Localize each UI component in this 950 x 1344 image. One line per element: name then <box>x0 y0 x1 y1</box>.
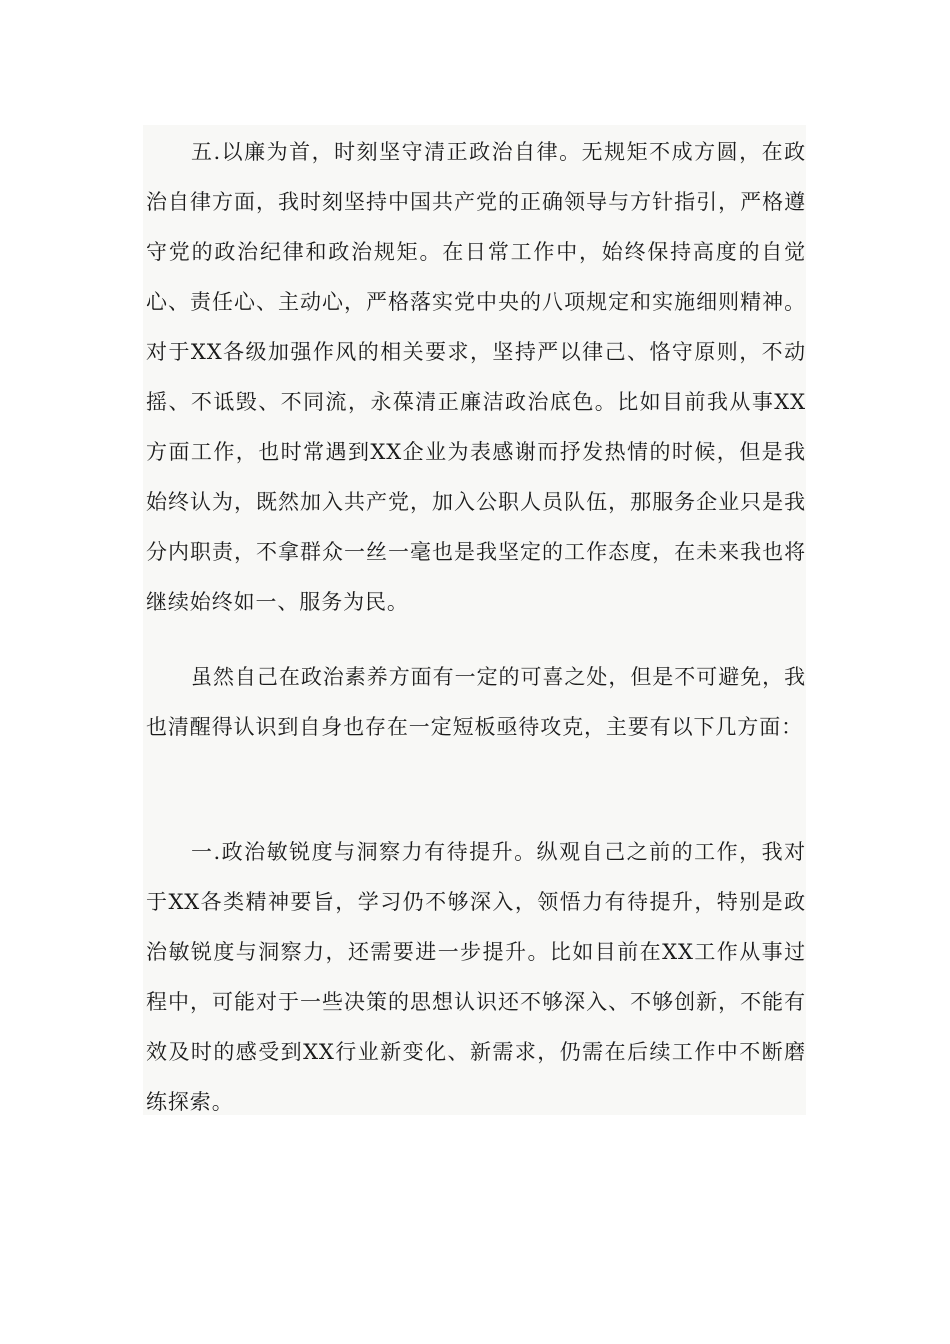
paragraph-integrity-self-discipline: 五.以廉为首，时刻坚守清正政治自律。无规矩不成方圆，在政治自律方面，我时刻坚持中国共产党的正确领导与方针指引，严格遵守党的政治纪律和政治规矩。在日常工作中，始终保持高度的自觉心、责任心、主动心，严格落实党中央的八项规定和实施细则精神。对于XX各级加强作风的相关要求，坚持严以律己、恪守原则，不动摇、不诋毁、不同流，永葆清正廉洁政治底色。比如目前我从事XX方面工作，也时常遇到XX企业为表感谢而抒发热情的时候，但是我始终认为，既然加入共产党，加入公职人员队伍，那服务企业只是我分内职责，不拿群众一丝一毫也是我坚定的工作态度，在未来我也将继续始终如一、服务为民。 <box>146 140 806 614</box>
paragraph-political-sensitivity: 一.政治敏锐度与洞察力有待提升。纵观自己之前的工作，我对于XX各类精神要旨，学习仍不够深入，领悟力有待提升，特别是政治敏锐度与洞察力，还需要进一步提升。比如目前在XX工作从事过程中，可能对于一些决策的思想认识还不够深入、不够创新，不能有效及时的感受到XX行业新变化、新需求，仍需在后续工作中不断磨练探索。 <box>146 840 806 1114</box>
paragraph-shortcomings-intro: 虽然自己在政治素养方面有一定的可喜之处，但是不可避免，我也清醒得认识到自身也存在一定短板亟待攻克，主要有以下几方面： <box>146 665 806 739</box>
document-text-block <box>143 125 806 1115</box>
